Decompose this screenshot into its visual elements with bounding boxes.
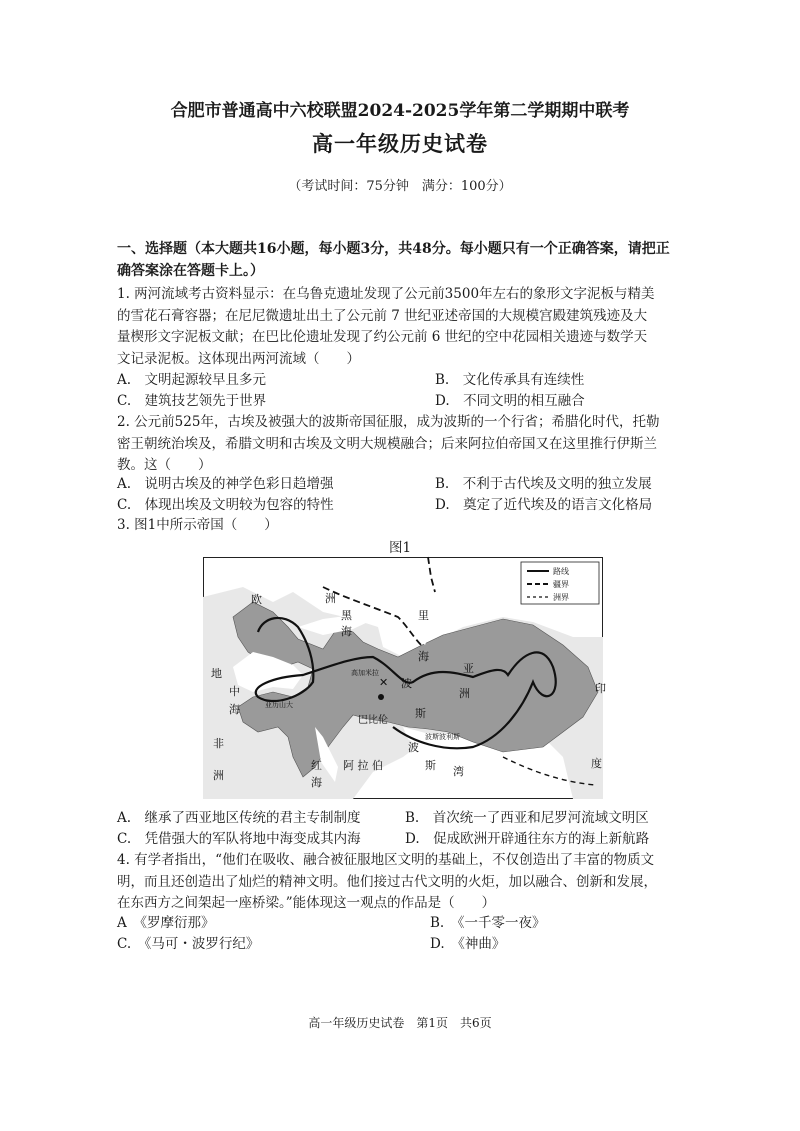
q3-option-d: D. 促成欧洲开辟通往东方的海上新航路 <box>405 831 650 847</box>
q4-option-d: D. 《神曲》 <box>430 936 506 952</box>
label-caspian-1: 里 <box>418 609 429 622</box>
question-3-stem <box>117 515 687 537</box>
label-india-2: 度 <box>591 757 602 770</box>
city-babylon-marker <box>378 694 384 700</box>
question-line: 明，而且还创造出了灿烂的精神文明。他们接过古代文明的火炬，加以融合、创新和发展， <box>117 873 657 890</box>
label-europe: 欧 <box>251 593 262 606</box>
section-heading-line2: 确答案涂在答题卡上。） <box>117 263 264 279</box>
label-gulf-3: 湾 <box>453 765 464 778</box>
label-asia-2: 洲 <box>459 687 470 700</box>
label-arabia: 阿 拉 伯 <box>343 759 383 772</box>
question-line: 3. 图1中所示帝国（ ） <box>117 517 278 533</box>
label-med-2: 中 <box>229 685 240 698</box>
q1-option-c: C. 建筑技艺领先于世界 <box>117 393 267 409</box>
question-line: 文记录泥板。这体现出两河流域（ ） <box>117 350 360 367</box>
label-india-1: 印 <box>595 682 606 695</box>
q3-option-a: A. 继承了西亚地区传统的君主专制制度 <box>117 810 361 826</box>
q1-option-d: D. 不同文明的相互融合 <box>435 393 585 409</box>
label-babylon: 巴比伦 <box>358 715 388 726</box>
q4-option-a: A 《罗摩衍那》 <box>117 915 215 931</box>
exam-info: （考试时间：75分钟 满分：100分） <box>288 179 512 194</box>
section-heading <box>117 238 687 282</box>
battle-marker: ✕ <box>379 676 389 689</box>
question-4-stem <box>117 850 687 915</box>
label-gulf-2: 斯 <box>425 759 436 772</box>
question-line: 量楔形文字泥板文献；在巴比伦遗址发现了约公元前 6 世纪的空中花园相关遗迹与数学天 <box>117 329 648 345</box>
label-europe-continent: 洲 <box>325 592 336 605</box>
label-red-sea-1: 红 <box>311 759 322 772</box>
q1-option-b: B. 文化传承具有连续性 <box>435 372 585 388</box>
label-africa-1: 非 <box>213 737 224 750</box>
question-line: 1. 两河流域考古资料显示：在乌鲁克遗址发现了公元前3500年左右的象形文字泥板与精美 <box>117 286 655 302</box>
label-persia-1: 波 <box>401 677 412 690</box>
label-asia-1: 亚 <box>463 662 474 675</box>
q4-option-b: B. 《一千零一夜》 <box>430 915 546 931</box>
q1-option-a: A. 文明起源较早且多元 <box>117 372 267 388</box>
label-gaugamela: 高加米拉 <box>351 669 379 677</box>
question-1-stem <box>117 284 687 370</box>
q2-option-b: B. 不利于古代埃及文明的独立发展 <box>435 476 652 492</box>
label-alexandria: 亚历山大 <box>265 701 293 709</box>
page-footer: 高一年级历史试卷 第1页 共6页 <box>308 1016 492 1030</box>
legend-border: 疆界 <box>553 580 569 589</box>
question-line: 教。这（ ） <box>117 457 212 473</box>
q3-option-b: B. 首次统一了西亚和尼罗河流域文明区 <box>405 810 649 826</box>
legend-continent: 洲界 <box>553 593 569 602</box>
figure-caption: 图1 <box>388 540 412 556</box>
section-heading-line1: 一、选择题（本大题共16小题，每小题3分，共48分。每小题只有一个正确答案，请把正 <box>117 241 670 257</box>
label-med-3: 海 <box>229 703 240 716</box>
q3-option-c: C. 凭借强大的军队将地中海变成其内海 <box>117 831 361 847</box>
label-persia-2: 斯 <box>415 707 426 720</box>
question-line: 4. 有学者指出，“他们在吸收、融合被征服地区文明的基础上，不仅创造出了丰富的物质文 <box>117 852 655 868</box>
label-black-sea-2: 海 <box>341 625 352 638</box>
exam-subtitle: 高一年级历史试卷 <box>312 131 488 156</box>
label-black-sea-1: 黑 <box>341 609 352 622</box>
empire-map <box>203 557 606 799</box>
exam-title: 合肥市普通高中六校联盟2024-2025学年第二学期期中联考 <box>170 101 630 121</box>
q2-option-c: C. 体现出埃及文明较为包容的特性 <box>117 497 334 513</box>
q2-option-a: A. 说明古埃及的神学色彩日趋增强 <box>117 476 334 492</box>
question-line: 的雪花石膏容器；在尼尼微遗址出土了公元前 7 世纪亚述帝国的大规模宫殿建筑残迹及大 <box>117 307 648 324</box>
legend-route: 路线 <box>553 567 569 576</box>
question-line: 在东西方之间架起一座桥梁。”能体现这一观点的作品是（ ） <box>117 895 496 911</box>
question-line: 密王朝统治埃及，希腊文明和古埃及文明大规模融合；后来阿拉伯帝国又在这里推行伊斯兰 <box>117 435 657 452</box>
q4-option-c: C. 《马可・波罗行纪》 <box>117 936 260 952</box>
question-line: 2. 公元前525年，古埃及被强大的波斯帝国征服，成为波斯的一个行省；希腊化时代，托勒 <box>117 414 660 430</box>
label-caspian-2: 海 <box>418 650 429 663</box>
label-gulf-1: 波 <box>408 741 419 754</box>
q2-option-d: D. 奠定了近代埃及的语言文化格局 <box>435 497 653 513</box>
question-2-stem <box>117 412 687 477</box>
label-persepolis: 波斯波利斯 <box>425 733 460 741</box>
label-med-1: 地 <box>211 667 222 680</box>
label-africa-2: 洲 <box>213 769 224 782</box>
label-red-sea-2: 海 <box>311 776 322 789</box>
